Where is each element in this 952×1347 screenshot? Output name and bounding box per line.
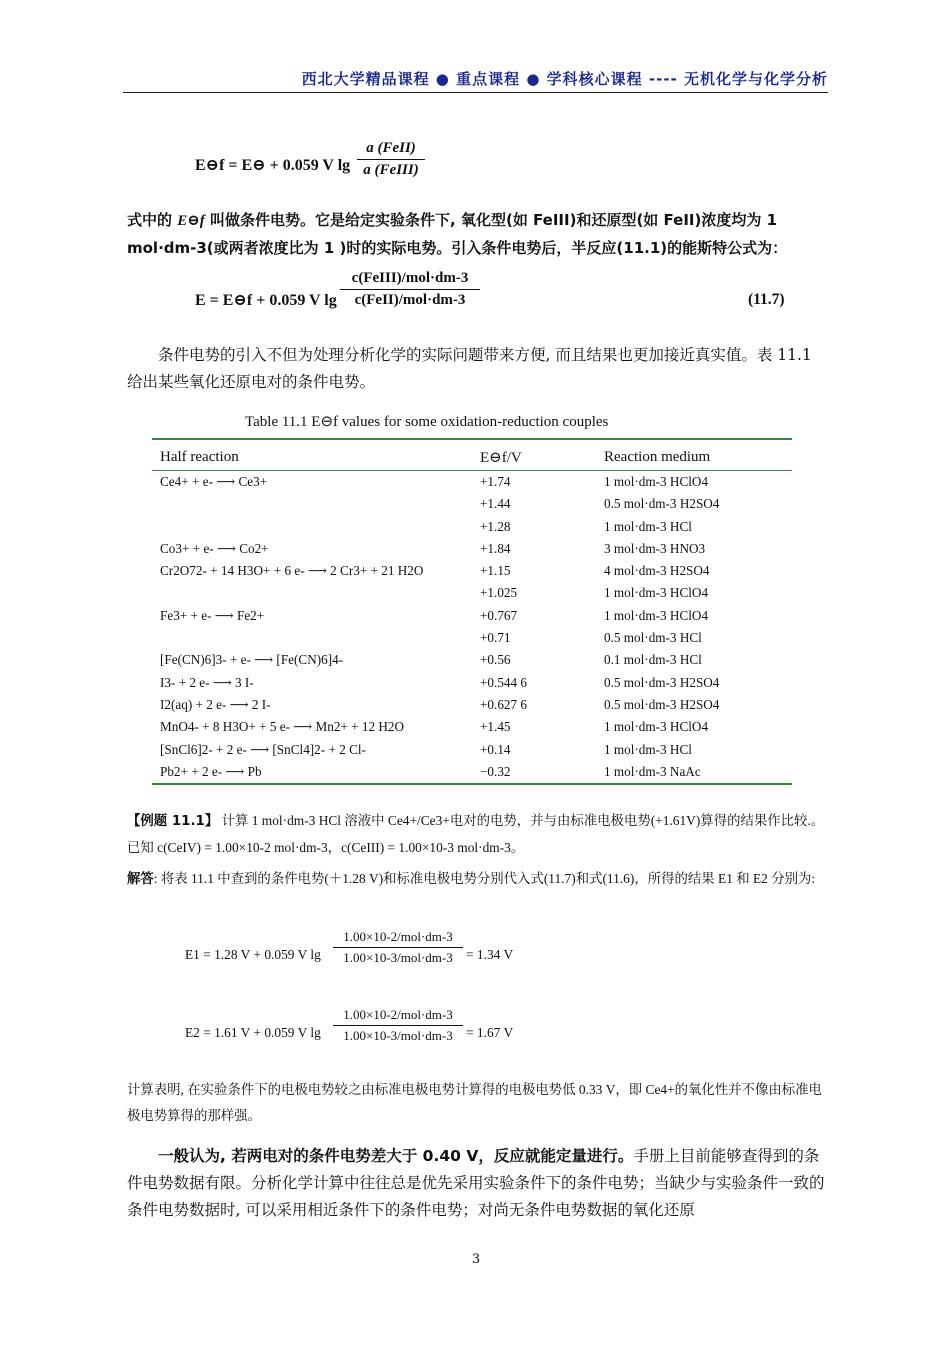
cell-half-reaction: Pb2+ + 2 e- ⟶ Pb — [152, 761, 472, 784]
para3-text: 手册上目前能够查得到的条件电势数据有限。分析化学计算中往往总是优先采用实验条件下的条件电势；当缺少与实验条件一致的条件电势数据时, 可以采用相近条件下的条件电势；对尚无条件电势数据的氧化还原 — [127, 1147, 825, 1219]
eq2-denominator: c(FeII)/mol·dm-3 — [354, 292, 466, 308]
cell-medium: 0.5 mol·dm-3 H2SO4 — [604, 696, 720, 712]
table-row — [152, 582, 792, 604]
para1-symbol: E⊖f — [177, 213, 205, 229]
table-row — [152, 739, 792, 761]
example-text: 计算 1 mol·dm-3 HCl 溶液中 Ce4+/Ce3+电对的电势，并与由标准电极电势(+1.61V)算得的结果作比较.。已知 c(CeIV) = 1.00×10-2 mol·dm-3，c(CeIII) = 1.00×10-3 mol·dm-3。 — [127, 813, 825, 855]
cell-medium: 3 mol·dm-3 HNO3 — [604, 540, 706, 556]
cell-medium: 1 mol·dm-3 HClO4 — [604, 474, 709, 489]
cell-half-reaction: I3- + 2 e- ⟶ 3 I- — [160, 674, 254, 690]
cell-half-reaction: MnO4- + 8 H3O+ + 5 e- ⟶ Mn2+ + 12 H2O — [160, 719, 405, 735]
para3-bold: 一般认为, 若两电对的条件电势差大于 0.40 V，反应就能定量进行。 — [158, 1147, 634, 1165]
cell-potential: +1.74 — [480, 474, 511, 489]
calc1-denominator: 1.00×10-3/mol·dm-3 — [343, 950, 453, 965]
calc2-result: = 1.67 V — [466, 1025, 514, 1040]
cell-potential: +1.84 — [480, 540, 511, 556]
col-header-medium: Reaction medium — [596, 439, 792, 471]
cell-medium: 1 mol·dm-3 HCl — [604, 518, 692, 534]
table-row — [152, 516, 792, 538]
page-number: 3 — [471, 1252, 481, 1267]
table-row — [152, 471, 792, 494]
cell-medium: 0.5 mol·dm-3 H2SO4 — [604, 674, 720, 690]
eq1-numerator: a (FeII) — [366, 140, 416, 156]
example-title: 【例题 11.1】 — [127, 814, 219, 829]
fraction-bar — [333, 947, 463, 948]
cell-potential: +1.45 — [480, 719, 511, 735]
cell-medium: 1 mol·dm-3 NaAc — [596, 761, 792, 784]
table-row — [152, 649, 792, 671]
paragraph-table-intro: 条件电势的引入不但为处理分析化学的实际问题带来方便, 而且结果也更加接近真实值。表 11.1 给出某些氧化还原电对的条件电势。 — [127, 346, 812, 391]
calc1-fraction — [333, 929, 463, 966]
calc2-lhs: E2 = 1.61 V + 0.059 V lg — [185, 1025, 321, 1040]
cell-potential: +0.544 6 — [480, 674, 527, 690]
eq2-lhs: E = E⊖f + 0.059 V lg — [195, 292, 337, 309]
cell-half-reaction — [152, 627, 472, 649]
cell-potential: −0.32 — [472, 761, 596, 784]
eq1-denominator: a (FeIII) — [363, 162, 419, 178]
cell-medium: 4 mol·dm-3 H2SO4 — [604, 563, 710, 579]
para1-lead: 式中的 — [127, 211, 178, 229]
answer-text: : 将表 11.1 中查到的条件电势(＋1.28 V)和标准电极电势分别代入式(11.7)和式(11.6)，所得的结果 E1 和 E2 分别为: — [153, 871, 816, 886]
table-caption: Table 11.1 E⊖f values for some oxidation-reduction couples — [245, 414, 609, 430]
table-row — [152, 538, 792, 560]
table-row — [152, 605, 792, 627]
eq1-fraction — [357, 140, 425, 179]
table-row — [152, 716, 792, 738]
example-block — [127, 808, 827, 861]
running-header: 西北大学精品课程 ● 重点课程 ● 学科核心课程 ---- 无机化学与化学分析 — [301, 70, 828, 88]
eq1-lhs: E⊖f = E⊖ + 0.059 V lg — [195, 157, 351, 174]
para1-text: 叫做条件电势。它是给定实验条件下, 氧化型(如 FeIII)和还原型(如 FeII)浓度均为 1 mol·dm-3(或两者浓度比为 1 )时的实际电势。引入条件电势后，半反应(11.1)的能斯特公式为： — [127, 211, 788, 257]
cell-half-reaction: [SnCl6]2- + 2 e- ⟶ [SnCl4]2- + 2 Cl- — [160, 741, 366, 757]
cell-medium: 0.5 mol·dm-3 HCl — [604, 630, 702, 646]
cell-potential: +0.14 — [480, 741, 511, 757]
col-header-half-reaction: Half reaction — [152, 439, 472, 471]
table-header-row — [152, 439, 792, 471]
paragraph-quantitative — [127, 1143, 827, 1224]
conditional-potential-table — [152, 438, 792, 785]
cell-half-reaction — [152, 582, 472, 604]
cell-potential: +1.44 — [480, 496, 511, 512]
cell-medium: 1 mol·dm-3 HClO4 — [604, 719, 709, 735]
cell-half-reaction: Ce4+ + e- ⟶ Ce3+ — [160, 474, 268, 489]
conclusion-text: 计算表明, 在实验条件下的电极电势较之由标准电极电势计算得的电极电势低 0.33 V，即 Ce4+的氧化性并不像由标准电极电势算得的那样强。 — [127, 1082, 822, 1123]
cell-medium: 1 mol·dm-3 HClO4 — [604, 585, 709, 601]
eq2-numerator: c(FeIII)/mol·dm-3 — [351, 270, 469, 286]
cell-potential: +0.56 — [480, 652, 511, 668]
table-row — [152, 672, 792, 694]
cell-half-reaction: Cr2O72- + 14 H3O+ + 6 e- ⟶ 2 Cr3+ + 21 H2O — [160, 563, 424, 579]
cell-medium: 1 mol·dm-3 HClO4 — [604, 607, 709, 623]
cell-potential: +0.767 — [480, 607, 518, 623]
calc2-fraction — [333, 1007, 463, 1044]
cell-potential: +0.71 — [480, 630, 511, 646]
cell-half-reaction: [Fe(CN)6]3- + e- ⟶ [Fe(CN)6]4- — [160, 652, 344, 668]
cell-potential: +1.15 — [480, 563, 511, 579]
cell-potential: +0.627 6 — [480, 696, 527, 712]
fraction-bar — [357, 159, 425, 160]
header-rule — [123, 92, 828, 93]
table-row — [152, 560, 792, 582]
answer-block — [127, 866, 827, 893]
cell-half-reaction: Co3+ + e- ⟶ Co2+ — [160, 540, 269, 556]
table-row — [152, 694, 792, 716]
calc2-denominator: 1.00×10-3/mol·dm-3 — [343, 1028, 453, 1043]
cell-half-reaction: Fe3+ + e- ⟶ Fe2+ — [160, 607, 265, 623]
cell-potential: +1.28 — [480, 518, 511, 534]
table-row — [152, 627, 792, 649]
table-row — [152, 761, 792, 784]
cell-potential: +1.025 — [480, 585, 518, 601]
cell-half-reaction: I2(aq) + 2 e- ⟶ 2 I- — [160, 696, 271, 712]
calc2-numerator: 1.00×10-2/mol·dm-3 — [343, 1007, 453, 1022]
cell-half-reaction — [152, 493, 472, 515]
calc1-lhs: E1 = 1.28 V + 0.059 V lg — [185, 947, 321, 962]
fraction-bar — [333, 1025, 463, 1026]
cell-medium: 1 mol·dm-3 HCl — [604, 741, 692, 757]
cell-medium: 0.5 mol·dm-3 H2SO4 — [604, 496, 720, 512]
col-header-potential: E⊖f/V — [472, 439, 596, 471]
calc1-numerator: 1.00×10-2/mol·dm-3 — [343, 929, 453, 944]
eq2-label: (11.7) — [748, 291, 785, 308]
cell-half-reaction — [152, 516, 472, 538]
cell-medium: 0.1 mol·dm-3 HCl — [604, 652, 702, 668]
answer-label: 解答 — [127, 872, 154, 887]
paragraph-conditional-potential — [127, 207, 827, 262]
fraction-bar — [340, 289, 480, 290]
eq2-fraction — [340, 270, 480, 309]
table-row — [152, 493, 792, 515]
calc1-result: = 1.34 V — [466, 947, 514, 962]
